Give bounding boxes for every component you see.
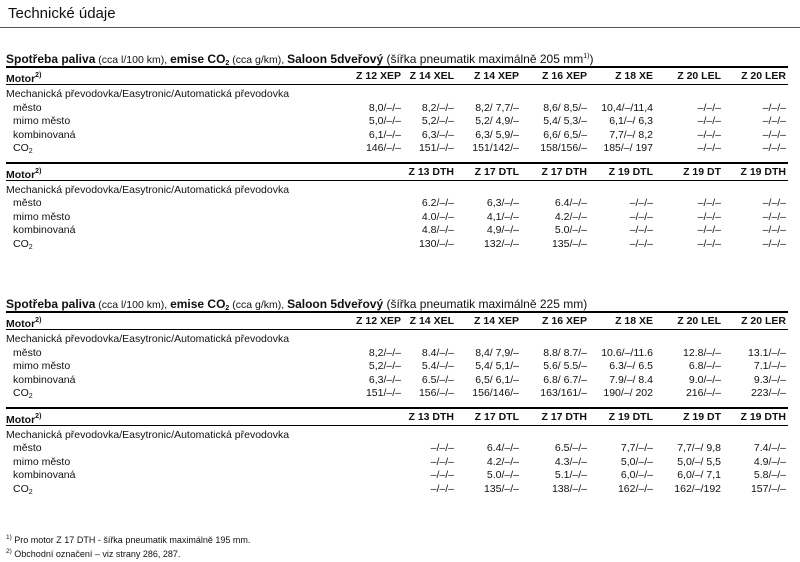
table-row (6, 483, 788, 497)
value-cell: 162/–/192 (674, 482, 721, 495)
value-cell: –/–/– (697, 237, 721, 250)
value-cell: –/–/– (629, 210, 653, 223)
value-cell: 151/–/– (418, 142, 454, 154)
co2-subscript: 2 (28, 148, 33, 155)
heading-p1: Spotřeba paliva (6, 52, 96, 66)
row-label: kombinovaná (13, 128, 76, 141)
value-cell: 5,2/–/– (421, 115, 454, 127)
motor-footnote-mark: 2) (35, 167, 42, 175)
value-cell: 6.3/–/ 6.5 (609, 360, 653, 372)
value-cell: 8.8/ 8.7/– (543, 346, 587, 359)
transmission-subtitle (6, 333, 788, 347)
table-row (6, 211, 788, 225)
value-cell: –/–/– (697, 224, 721, 236)
motor-text: Motor (6, 168, 36, 181)
section-205mm (6, 48, 788, 257)
table-row (6, 102, 788, 116)
section-heading (6, 48, 788, 66)
value-cell: 5.8/–/– (753, 469, 786, 481)
row-label: město (13, 346, 42, 359)
value-cell: 6,0/–/– (620, 469, 653, 481)
value-cell: –/–/– (762, 128, 786, 141)
engine-header: Z 19 DTH (740, 165, 786, 178)
engine-header: Z 20 LER (741, 70, 786, 82)
value-cell: 6.4/–/– (486, 442, 519, 454)
value-cell: –/–/– (762, 115, 786, 127)
value-cell: 8,2/–/– (368, 346, 401, 359)
value-cell: 6,0/–/ 7,1 (677, 469, 721, 481)
value-cell: 151/–/– (365, 387, 401, 399)
value-cell: –/–/– (762, 101, 786, 114)
engine-header: Z 17 DTH (541, 165, 587, 178)
value-cell: 6.8/–/– (688, 360, 721, 372)
heading-p5: Saloon 5dveřový (287, 297, 384, 311)
footnote-1: $^{1)}$ Pro motor Z 17 DTH - šířka pneumatik maximálně 195 mm. (6, 534, 251, 545)
row-label: mimo město (13, 115, 71, 127)
engine-header: Z 13 DTH (408, 165, 454, 178)
heading-p4: (cca g/km), (229, 54, 288, 66)
heading-p3: emise CO (170, 297, 226, 311)
value-cell: –/–/– (697, 128, 721, 141)
value-cell: 6.8/ 6.7/– (543, 373, 587, 386)
heading-p2: (cca l/100 km), (95, 299, 171, 311)
table-row (6, 129, 788, 143)
motor-text: Motor (6, 73, 36, 85)
motor-label (6, 313, 41, 332)
value-cell: –/–/– (762, 142, 786, 154)
value-cell: –/–/– (697, 210, 721, 223)
value-cell: 5,4/ 5,3/– (543, 115, 587, 127)
value-cell: 158/156/– (540, 142, 587, 154)
transmission-subtitle (6, 429, 788, 443)
page-title: Technické údaje (8, 5, 116, 22)
motor-footnote-mark: 2) (35, 317, 42, 324)
footnote-2: $^{2)}$ Obchodní označení – viz strany 286, 287. (6, 548, 181, 559)
value-cell: 5,2/–/– (368, 360, 401, 372)
table-row (6, 197, 788, 211)
table-row (6, 374, 788, 388)
row-label: město (13, 101, 42, 114)
value-cell: 4.9/–/– (753, 455, 786, 468)
value-cell: 216/–/– (685, 387, 721, 399)
value-cell: 5.6/ 5.5/– (543, 360, 587, 372)
engine-header: Z 14 XEL (409, 315, 454, 327)
value-cell: –/–/– (430, 482, 454, 495)
value-cell: 6,3/–/– (421, 128, 454, 141)
engine-header: Z 19 DT (683, 410, 721, 423)
value-cell: 12.8/–/– (683, 346, 721, 359)
table-row (6, 224, 788, 238)
row-label (13, 238, 33, 255)
row-label (13, 483, 33, 500)
co2-subscript: 2 (28, 393, 33, 400)
value-cell: 6,6/ 6,5/– (543, 128, 587, 141)
transmission-label: Mechanická převodovka/Easytronic/Automatická převodovka (6, 333, 290, 345)
value-cell: 8.4/–/– (421, 346, 454, 359)
value-cell: 138/–/– (551, 482, 587, 495)
value-cell: 135/–/– (551, 237, 587, 250)
value-cell: –/–/– (430, 455, 454, 468)
value-cell: 5,4/ 5,1/– (475, 360, 519, 372)
engine-header: Z 19 DT (683, 165, 721, 178)
value-cell: –/–/– (762, 224, 786, 236)
value-cell: –/–/– (430, 442, 454, 454)
value-cell: 130/–/– (418, 237, 454, 250)
value-cell: 9.3/–/– (753, 373, 786, 386)
value-cell: 6,3/–/– (486, 197, 519, 209)
value-cell: 6,1/–/ 6,3 (609, 115, 653, 127)
title-rule (0, 27, 800, 28)
value-cell: 156/–/– (418, 387, 454, 399)
table-row (6, 238, 788, 252)
value-cell: 4.0/–/– (421, 210, 454, 223)
transmission-label: Mechanická převodovka/Easytronic/Automatická převodovka (6, 183, 290, 196)
transmission-subtitle (6, 184, 788, 198)
value-cell: 135/–/– (483, 482, 519, 495)
value-cell: 5,0/–/– (368, 115, 401, 127)
engine-header: Z 18 XE (615, 315, 653, 327)
value-cell: 7.1/–/– (753, 360, 786, 372)
transmission-label: Mechanická převodovka/Easytronic/Automatická převodovka (6, 428, 290, 441)
value-cell: 5.0/–/– (486, 469, 519, 481)
engine-header: Z 12 XEP (356, 315, 401, 327)
engine-header-row (6, 164, 788, 180)
motor-label (6, 164, 41, 183)
co2-label: CO (13, 482, 29, 495)
heading-p6: (šířka pneumatik maximálně 205 mm (383, 52, 584, 66)
value-cell: 5,2/ 4,9/– (475, 115, 519, 127)
value-cell: 8,0/–/– (368, 101, 401, 114)
co2-subscript: 2 (28, 488, 33, 496)
value-cell: 4.2/–/– (486, 455, 519, 468)
heading-p3sub: 2 (225, 60, 230, 67)
row-label: město (13, 442, 42, 454)
value-cell: 6.5/–/– (554, 442, 587, 454)
motor-text: Motor (6, 413, 36, 426)
heading-p6: (šířka pneumatik maximálně 225 mm (383, 297, 584, 311)
value-cell: 6.2/–/– (421, 197, 454, 209)
value-cell: 5,0/–/– (620, 455, 653, 468)
table-row (6, 442, 788, 456)
engine-header: Z 16 XEP (542, 315, 587, 327)
engine-header: Z 14 XEP (474, 70, 519, 82)
value-cell: 7.9/–/ 8.4 (609, 373, 653, 386)
value-cell: –/–/– (762, 210, 786, 223)
value-cell: 4.3/–/– (554, 455, 587, 468)
value-cell: 146/–/– (365, 142, 401, 154)
heading-p6sup: 1) (583, 53, 590, 60)
engine-header: Z 14 XEL (409, 70, 454, 82)
engine-header-row (6, 313, 788, 329)
row-label: mimo město (13, 360, 71, 372)
value-cell: 7,7/–/ 9,8 (677, 442, 721, 454)
motor-label (6, 68, 41, 87)
transmission-label: Mechanická převodovka/Easytronic/Automatická převodovka (6, 88, 290, 100)
value-cell: 151/142/– (472, 142, 519, 154)
value-cell: 9.0/–/– (688, 373, 721, 386)
heading-p7: ) (583, 297, 588, 311)
engine-header: Z 14 XEP (474, 315, 519, 327)
table-row (6, 469, 788, 483)
value-cell: –/–/– (697, 197, 721, 209)
value-cell: 223/–/– (750, 387, 786, 399)
table-row (6, 360, 788, 374)
value-cell: 7.4/–/– (753, 442, 786, 454)
section-heading (6, 293, 788, 311)
heading-p3sub: 2 (225, 305, 230, 312)
heading-p1: Spotřeba paliva (6, 297, 96, 311)
value-cell: –/–/– (629, 224, 653, 236)
co2-label: CO (13, 142, 29, 154)
value-cell: 185/–/ 197 (603, 142, 653, 154)
table-row (6, 115, 788, 129)
value-cell: 6.5/–/– (421, 373, 454, 386)
value-cell: 163/161/– (540, 387, 587, 399)
co2-label: CO (13, 237, 29, 250)
engine-header: Z 19 DTL (608, 165, 653, 178)
row-label: kombinovaná (13, 224, 76, 236)
value-cell: 6,5/ 6,1/– (475, 373, 519, 386)
value-cell: 8,6/ 8,5/– (543, 101, 587, 114)
value-cell: 6,3/–/– (368, 373, 401, 386)
value-cell: 4,1/–/– (486, 210, 519, 223)
heading-p2: (cca l/100 km), (95, 54, 171, 66)
value-cell: 162/–/– (617, 482, 653, 495)
transmission-subtitle (6, 88, 788, 102)
table-row (6, 347, 788, 361)
engine-header: Z 16 XEP (542, 70, 587, 82)
value-cell: –/–/– (697, 115, 721, 127)
engine-header: Z 17 DTL (474, 165, 519, 178)
value-cell: 190/–/ 202 (603, 387, 653, 399)
value-cell: –/–/– (697, 101, 721, 114)
engine-header: Z 19 DTH (740, 410, 786, 423)
engine-header: Z 12 XEP (356, 70, 401, 82)
value-cell: 6,1/–/– (368, 128, 401, 141)
value-cell: –/–/– (697, 142, 721, 154)
engine-header: Z 18 XE (615, 70, 653, 82)
row-label: mimo město (13, 455, 71, 468)
value-cell: 4,9/–/– (486, 224, 519, 236)
engine-header-row (6, 409, 788, 425)
value-cell: 8,4/ 7,9/– (475, 346, 519, 359)
value-cell: 132/–/– (483, 237, 519, 250)
value-cell: 5.4/–/– (421, 360, 454, 372)
motor-footnote-mark: 2) (35, 412, 42, 420)
row-label (13, 387, 33, 404)
value-cell: 10.6/–/11.6 (601, 346, 653, 359)
value-cell: 7,7/–/– (620, 442, 653, 454)
engine-header: Z 17 DTH (541, 410, 587, 423)
value-cell: 8,2/–/– (421, 101, 454, 114)
heading-p7: ) (589, 52, 594, 66)
row-label: kombinovaná (13, 469, 76, 481)
value-cell: 4.8/–/– (421, 224, 454, 236)
engine-header: Z 17 DTL (474, 410, 519, 423)
heading-p4: (cca g/km), (229, 299, 288, 311)
motor-label (6, 409, 41, 428)
value-cell: 5.0/–/– (554, 224, 587, 236)
engine-header-row (6, 68, 788, 84)
table-row (6, 456, 788, 470)
table-row (6, 142, 788, 156)
value-cell: 6,3/ 5,9/– (475, 128, 519, 141)
value-cell: 13.1/–/– (748, 346, 786, 359)
engine-header: Z 20 LEL (677, 70, 721, 82)
value-cell: –/–/– (629, 197, 653, 209)
value-cell: 10,4/–/11,4 (601, 101, 653, 114)
co2-subscript: 2 (28, 243, 33, 251)
row-label (13, 142, 33, 159)
value-cell: 156/146/– (472, 387, 519, 399)
value-cell: –/–/– (629, 237, 653, 250)
section-225mm (6, 293, 788, 502)
engine-header: Z 20 LER (741, 315, 786, 327)
table-row (6, 387, 788, 401)
co2-label: CO (13, 387, 29, 399)
footnotes (6, 532, 250, 560)
value-cell: –/–/– (762, 197, 786, 209)
heading-p5: Saloon 5dveřový (287, 52, 384, 66)
value-cell: –/–/– (430, 469, 454, 481)
heading-p3: emise CO (170, 52, 226, 66)
value-cell: 8,2/ 7,7/– (475, 101, 519, 114)
row-label: mimo město (13, 210, 71, 223)
value-cell: 6.4/–/– (554, 197, 587, 209)
value-cell: 5,0/–/ 5,5 (677, 455, 721, 468)
value-cell: 4.2/–/– (554, 210, 587, 223)
value-cell: 7,7/–/ 8,2 (609, 128, 653, 141)
engine-header: Z 13 DTH (408, 410, 454, 423)
value-cell: –/–/– (762, 237, 786, 250)
value-cell: 157/–/– (750, 482, 786, 495)
value-cell: 5.1/–/– (554, 469, 587, 481)
engine-header: Z 20 LEL (677, 315, 721, 327)
row-label: kombinovaná (13, 373, 76, 386)
row-label: město (13, 197, 42, 209)
motor-text: Motor (6, 318, 36, 330)
motor-footnote-mark: 2) (35, 72, 42, 79)
engine-header: Z 19 DTL (608, 410, 653, 423)
